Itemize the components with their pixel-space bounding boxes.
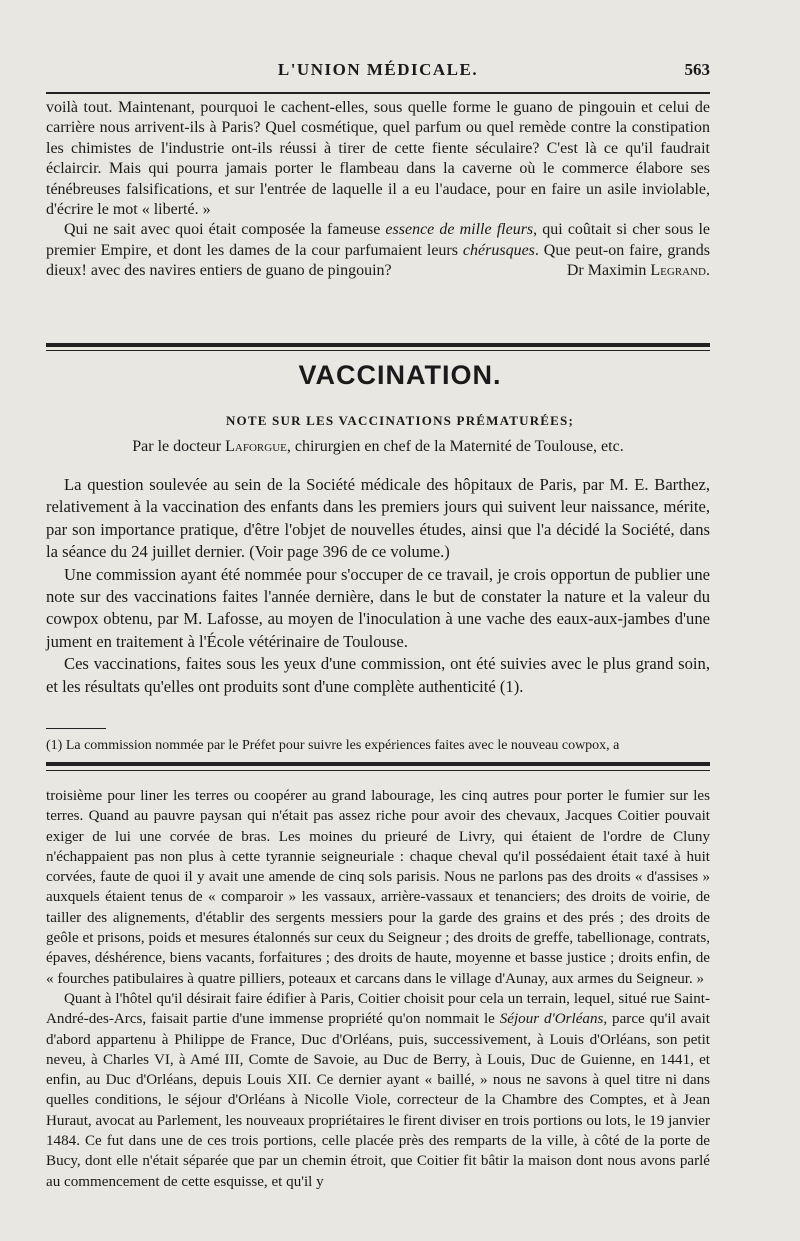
journal-title: L'UNION MÉDICALE. bbox=[277, 60, 479, 79]
feuilleton-paragraph-2 bbox=[46, 989, 710, 1192]
guano-emphasis: chérusques bbox=[462, 241, 535, 259]
vaccination-paragraph-2: Une commission ayant été nommée pour s'occuper de ce travail, je crois opportun de publier une note sur des vaccinations faites l'année dernière, dans le but de constater la nature et la valeur du cowpox obtenu, par M. Lafosse, au moyen de l'inoculation à une vache des eaux-aux-jambes d'une jument en traitement à l'École vétérinaire de Toulouse. bbox=[46, 564, 710, 651]
footnote: (1) La commission nommée par le Préfet pour suivre les expériences faites avec le nouveau cowpox, a bbox=[46, 738, 620, 753]
vaccination-paragraph-3: Ces vaccinations, faites sous les yeux d'une commission, ont été suivies avec le plus grand soin, et les résultats qu'elles ont produits sont d'une complète authenticité (1). bbox=[46, 654, 710, 696]
byline bbox=[46, 438, 710, 456]
section-title: VACCINATION. bbox=[298, 360, 502, 390]
note-title: NOTE SUR LES VACCINATIONS PRÉMATURÉES; bbox=[225, 413, 575, 428]
feuilleton-text-part: Quant à l'hôtel qu'il désirait faire édifier à Paris, Coitier choisit pour cela un terrain, lequel, situé rue Saint-André-des-Arcs, faisait partie d'une immense propriété qu'on nommait le bbox=[46, 990, 710, 1028]
byline-suffix: , chirurgien en chef de la Maternité de Toulouse, etc. bbox=[286, 438, 624, 455]
guano-text-part: . Que peut-on faire, grands dieux! avec des navires entiers de guano de pingouin? bbox=[46, 241, 710, 280]
feuilleton-text-part: , parce qu'il avait d'abord appartenu à Philippe de France, Duc d'Orléans, puis, successivement, à Louis d'Orléans, son petit neveu, à Charles VI, à Amé III, Comte de Savoie, au Duc de Berry, à Louis, Duc de Guienne, en 1441, et enfin, au Duc d'Orléans, depuis Louis XII. Ce dernier ayant « baillé, » nous ne savons à quel titre ni dans quelles conditions, le séjour d'Orléans à Nicolle Viole, correcteur de la Chambre des Comptes, et à Jean Huraut, avocat au Parlement, les nouveaux propriétaires le firent diviser en trois portions ou lots, le 19 janvier 1484. Ce fut dans une de ces trois portions, celle placée près des remparts de la ville, à côté de la porte de Bucy, dont elle n'était séparée que par un chemin étroit, que Coitier fit bâtir la maison dont nous avons parlé au commencement de cette esquisse, et qu'il y bbox=[46, 1011, 710, 1190]
page-number: 563 bbox=[684, 60, 710, 79]
feuilleton-divider-thin bbox=[46, 770, 710, 771]
guano-emphasis: essence de mille fleurs bbox=[385, 221, 534, 239]
byline-prefix: Par le docteur bbox=[132, 438, 226, 455]
feuilleton-emphasis: Séjour d'Orléans bbox=[499, 1011, 604, 1028]
section-divider-thin bbox=[46, 350, 710, 351]
signature-prefix: Dr Maximin bbox=[566, 262, 651, 280]
footnote-rule bbox=[46, 728, 106, 729]
header-rule bbox=[46, 92, 710, 94]
section-divider-top bbox=[46, 343, 710, 347]
feuilleton-text bbox=[46, 786, 710, 1192]
feuilleton-paragraph-1: troisième pour liner les terres ou coopérer au grand labourage, les cinq autres pour porter le fumier sur les terres. Quand au pauvre paysan qui n'était pas assez riche pour avoir des chevaux, Jacques Coitier pouvait exiger de lui une corvée de bras. Les moines du prieuré de Livry, qui étaient de l'ordre de Cluny n'échappaient pas non plus à cette tyrannie seigneuriale : chaque cheval qu'il possédaient était taxé à huit corvées, faute de quoi il y avait une amende de cinq sols parisis. Nous ne parlons pas des droits « d'assises » auxquels étaient tenus de « comparoir » les vassaux, arrière-vassaux et tenanciers; des droits de voirie, de tailler des alignements, d'établir des sergents messiers pour la garde des grains et des prés ; des droits de geôle et prisons, poids et mesures étalonnés sur ceux du Seigneur ; des droits de greffe, tabellionage, contrats, épaves, déshérence, biens vacants, forfaitures ; des droits de haute, moyenne et basse justice ; droits enfin, de « fourches patibulaires à quatre pilliers, poteaux et carcans dans le village d'Aunay, aux armes du Seigneur. » bbox=[46, 788, 710, 987]
byline-author: Laforgue bbox=[225, 438, 287, 455]
guano-text-part: , qui coûtait si cher sous le premier Empire, et dont les dames de la cour parfumaient leurs bbox=[46, 221, 710, 259]
running-header bbox=[46, 60, 710, 86]
signature-name: Legrand. bbox=[650, 262, 710, 280]
vaccination-paragraph-1: La question soulevée au sein de la Société médicale des hôpitaux de Paris, par M. E. Barthez, relativement à la vaccination des enfants dans les premiers jours qui suivent leur naissance, mérite, par son importance pratique, d'être l'objet de nouvelles études, ainsi que l'a décidé la Société, dans la séance du 24 juillet dernier. (Voir page 396 de ce volume.) bbox=[46, 475, 710, 562]
article-guano bbox=[46, 98, 710, 282]
guano-paragraph-1: voilà tout. Maintenant, pourquoi le cachent-elles, sous quelle forme le guano de pingouin et celui de carrière nous arrivent-ils à Paris? Quel cosmétique, quel parfum ou quel remède contre la constipation les chimistes de l'industrie ont-ils réussi à tirer de cette fiente séculaire? C'est là ce qu'il faudrait éclaircir. Mais qui pourra jamais porter le flambeau dans la caverne où le commerce élabore ses ténébreuses falsifications, et sur l'entrée de laquelle il a eu l'audace, pour en faire un asile inviolable, d'écrire le mot « liberté. » bbox=[46, 99, 710, 219]
guano-text-part: Qui ne sait avec quoi était composée la fameuse bbox=[64, 221, 386, 239]
article-vaccination bbox=[46, 474, 710, 698]
feuilleton-divider bbox=[46, 762, 710, 766]
